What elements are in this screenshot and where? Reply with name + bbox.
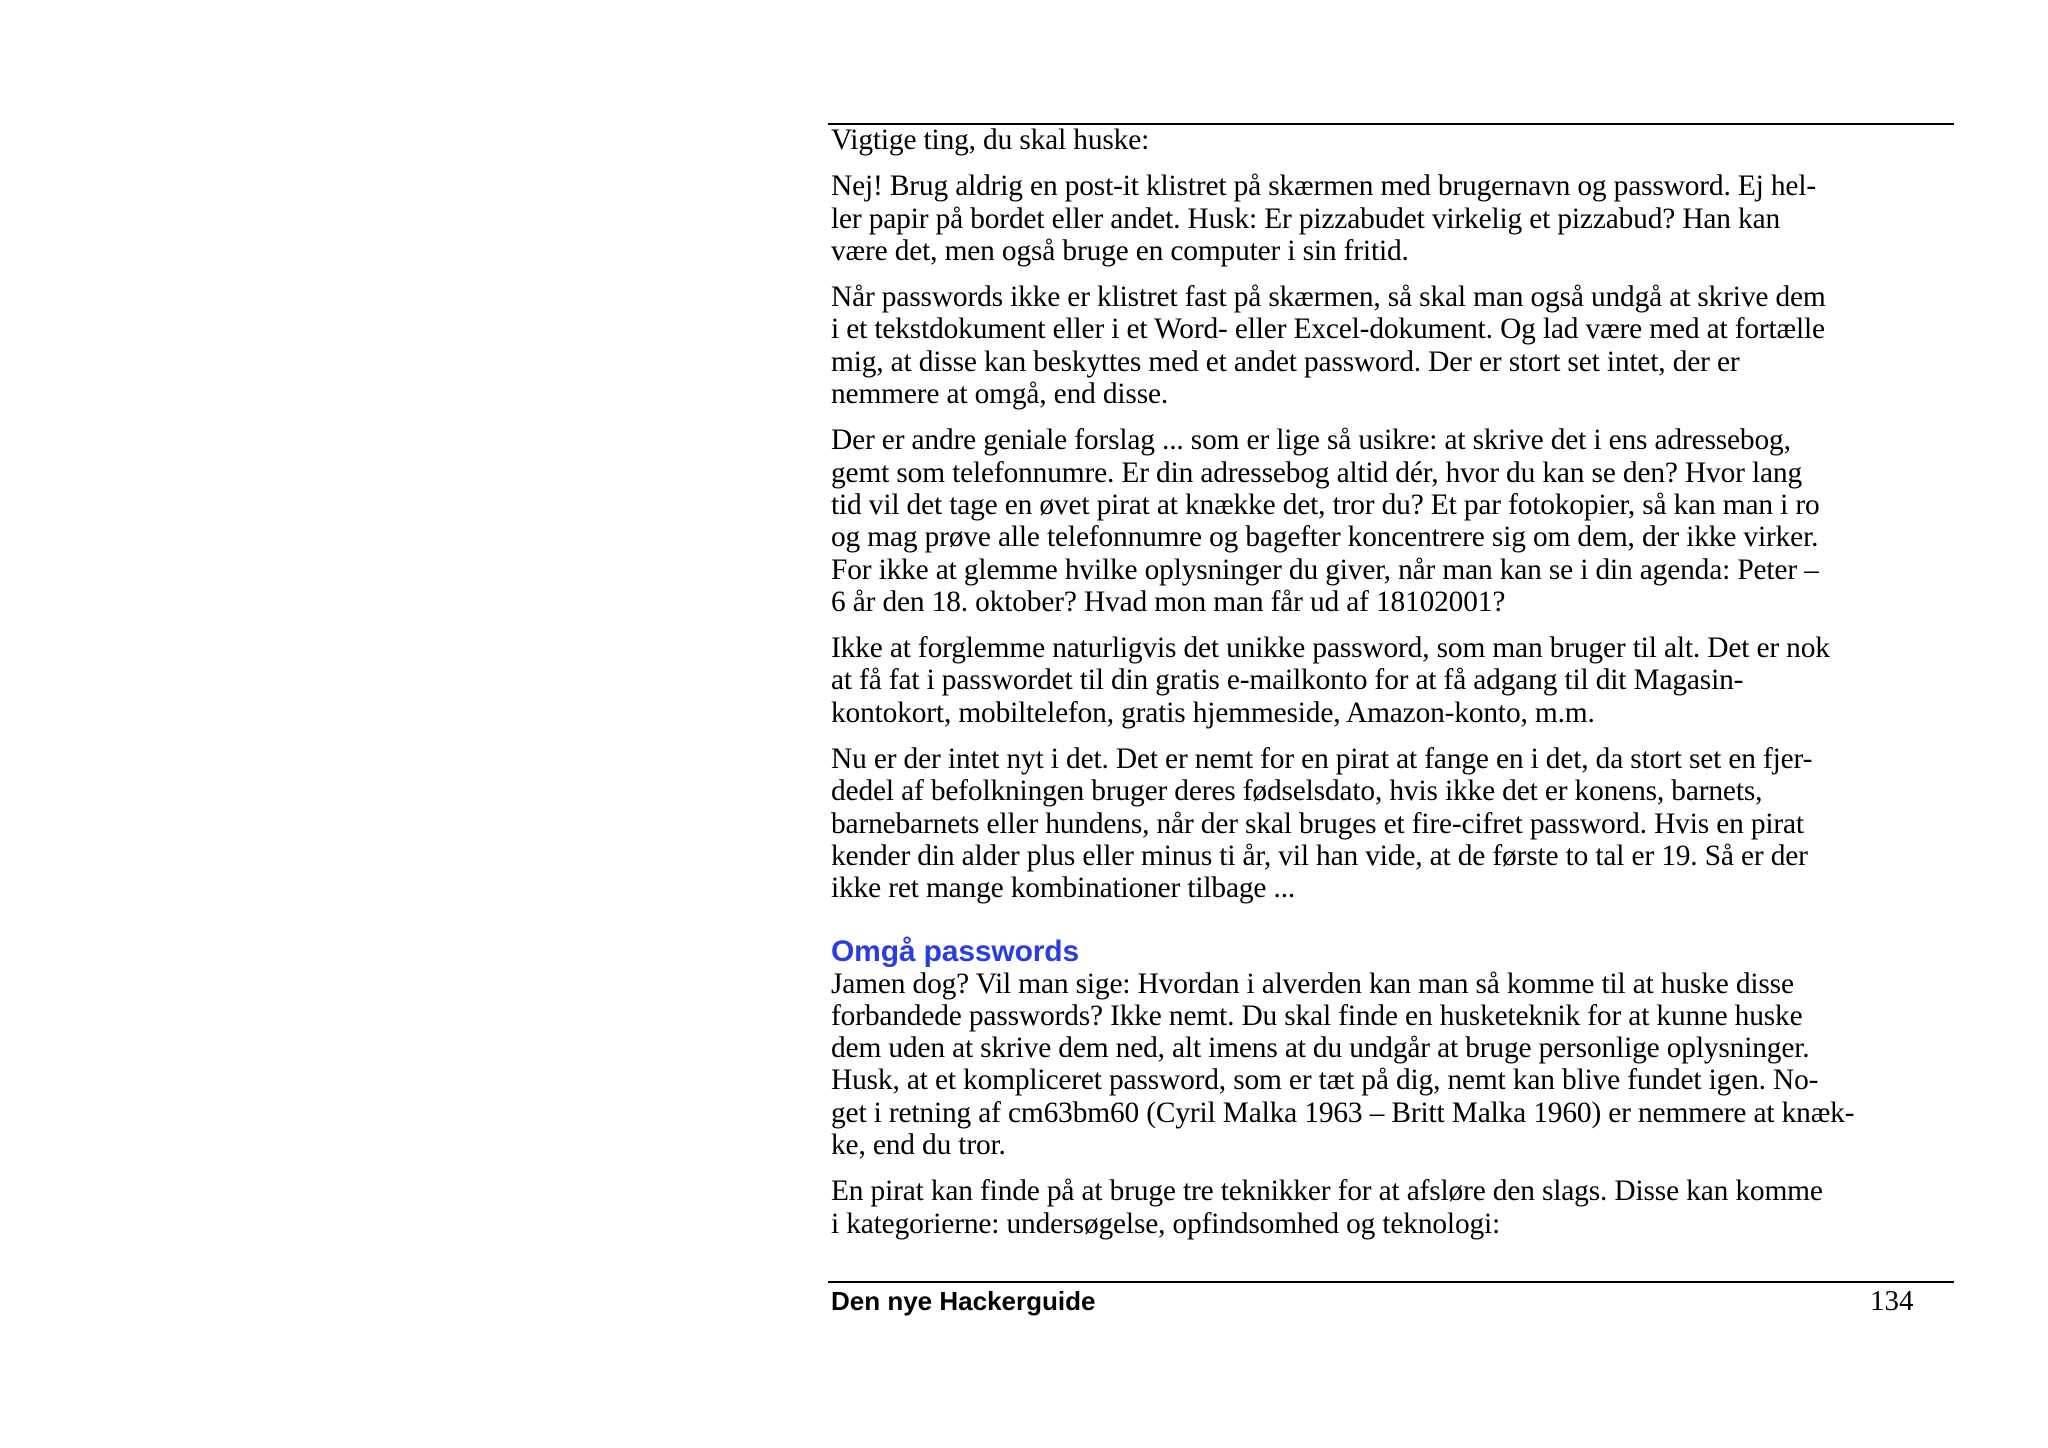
text-line: kontokort, mobiltelefon, gratis hjemmeside, Amazon-konto, m.m.: [831, 696, 1595, 729]
text-line: være det, men også bruge en computer i sin fritid.: [831, 234, 1409, 267]
text-line: i et tekstdokument eller i et Word- eller Excel-dokument. Og lad være med at fortælle: [831, 313, 1825, 346]
text-line: Nu er der intet nyt i det. Det er nemt for en pirat at fange en i det, da stort set en fjer-: [831, 743, 1813, 776]
text-line: tid vil det tage en øvet pirat at knække det, tror du? Et par fotokopier, så kan man i ro: [831, 488, 1820, 521]
text-line: barnebarnets eller hundens, når der skal bruges et fire-cifret password. Hvis en pirat: [831, 807, 1804, 840]
text-line: Nej! Brug aldrig en post-it klistret på skærmen med brugernavn og password. Ej hel-: [831, 170, 1816, 203]
paragraph: [831, 170, 1957, 267]
paragraph: [831, 281, 1957, 410]
text-line: Der er andre geniale forslag ... som er lige så usikre: at skrive det i ens adressebog,: [831, 424, 1791, 457]
text-line: gemt som telefonnumre. Er din adressebog altid dér, hvor du kan se den? Hvor lang: [831, 456, 1802, 489]
body-text: [831, 124, 1957, 1254]
paragraph: [831, 1175, 1957, 1240]
text-line: En pirat kan finde på at bruge tre teknikker for at afsløre den slags. Disse kan komme: [831, 1175, 1823, 1208]
text-line: kender din alder plus eller minus ti år, vil han vide, at de første to tal er 19. Så er der: [831, 839, 1808, 872]
text-line: get i retning af cm63bm60 (Cyril Malka 1963 – Britt Malka 1960) er nemmere at knæk-: [831, 1096, 1855, 1129]
text-line: dem uden at skrive dem ned, alt imens at du undgår at bruge personlige oplysninger.: [831, 1032, 1810, 1065]
text-line: 6 år den 18. oktober? Hvad mon man får ud af 18102001?: [831, 585, 1506, 618]
footer-rule: [828, 1281, 1954, 1283]
text-line: Når passwords ikke er klistret fast på skærmen, så skal man også undgå at skrive dem: [831, 281, 1826, 314]
text-line: forbandede passwords? Ikke nemt. Du skal finde en husketeknik for at kunne huske: [831, 999, 1803, 1032]
paragraph: [831, 968, 1957, 1162]
text-line: Husk, at et kompliceret password, som er tæt på dig, nemt kan blive fundet igen. No-: [831, 1064, 1819, 1097]
text-line: Jamen dog? Vil man sige: Hvordan i alverden kan man så komme til at huske disse: [831, 967, 1794, 1000]
text-line: at få fat i passwordet til din gratis e-mailkonto for at få adgang til dit Magasin-: [831, 664, 1744, 697]
text-line: ke, end du tror.: [831, 1129, 1006, 1162]
footer-book-title: Den nye Hackerguide: [831, 1286, 1096, 1316]
paragraph: [831, 424, 1957, 618]
text-line: og mag prøve alle telefonnumre og bagefter koncentrere sig om dem, der ikke virker.: [831, 521, 1819, 554]
intro-text: Vigtige ting, du skal huske:: [831, 124, 1150, 156]
text-line: dedel af befolkningen bruger deres fødselsdato, hvis ikke det er konens, barnets,: [831, 775, 1763, 808]
paragraph: [831, 632, 1957, 729]
intro-line: [831, 124, 1957, 156]
footer-page-number: 134: [1870, 1285, 1914, 1317]
paragraph: [831, 743, 1957, 904]
text-line: ikke ret mange kombinationer tilbage ...: [831, 872, 1296, 905]
text-line: Ikke at forglemme naturligvis det unikke password, som man bruger til alt. Det er nok: [831, 632, 1830, 665]
section-heading: Omgå passwords: [831, 934, 1079, 968]
text-line: For ikke at glemme hvilke oplysninger du giver, når man kan se i din agenda: Peter –: [831, 553, 1819, 586]
text-line: i kategorierne: undersøgelse, opfindsomhed og teknologi:: [831, 1207, 1501, 1240]
text-line: mig, at disse kan beskyttes med et andet password. Der er stort set intet, der er: [831, 345, 1740, 378]
text-line: ler papir på bordet eller andet. Husk: Er pizzabudet virkelig et pizzabud? Han kan: [831, 202, 1781, 235]
text-line: nemmere at omgå, end disse.: [831, 378, 1169, 411]
